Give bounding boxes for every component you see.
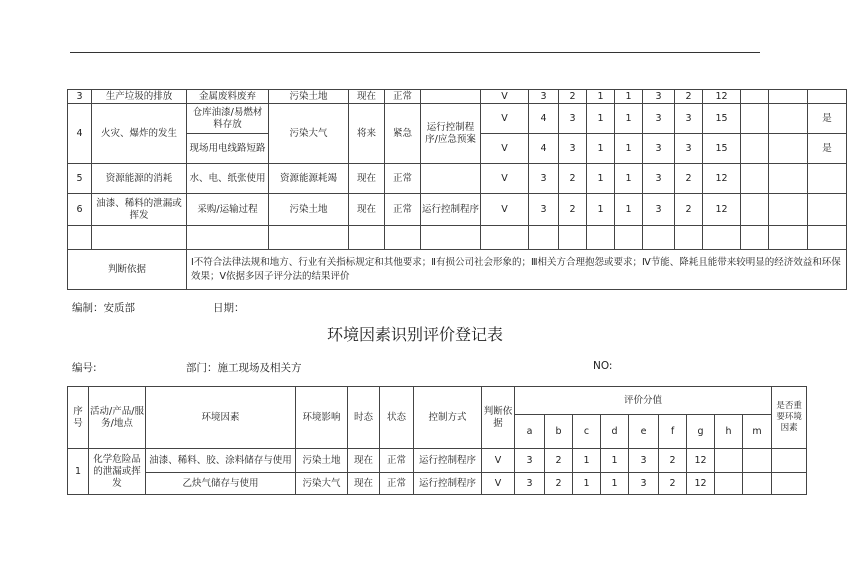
cell-important: 是 bbox=[808, 104, 847, 134]
cell-score: 2 bbox=[559, 194, 587, 226]
header-basis: 判断依据 bbox=[482, 387, 515, 449]
cell-tense: 现在 bbox=[348, 473, 380, 495]
cell-empty bbox=[769, 134, 808, 164]
header-important: 是否重要环境因素 bbox=[772, 387, 807, 449]
cell-impact: 污染土地 bbox=[269, 90, 349, 104]
cell-important bbox=[808, 194, 847, 226]
table-row bbox=[68, 164, 847, 194]
cell-factor: 油漆、稀料、胶、涂料储存与使用 bbox=[146, 449, 296, 473]
table-row bbox=[68, 473, 807, 495]
header-score: 评价分值 bbox=[515, 387, 772, 415]
cell-empty bbox=[772, 449, 807, 473]
cell-score: 3 bbox=[559, 104, 587, 134]
cell-score: 3 bbox=[643, 194, 675, 226]
cell-state: 正常 bbox=[380, 449, 414, 473]
header-seq: 序号 bbox=[68, 387, 89, 449]
cell-score: 2 bbox=[675, 90, 703, 104]
cell-score: 1 bbox=[587, 164, 615, 194]
cell-empty bbox=[715, 473, 743, 495]
cell-empty bbox=[743, 473, 772, 495]
cell-score: 1 bbox=[573, 449, 601, 473]
cell-no: 6 bbox=[68, 194, 92, 226]
table-row bbox=[68, 194, 847, 226]
score-col-header: f bbox=[659, 415, 687, 449]
cell-tense: 现在 bbox=[348, 449, 380, 473]
cell-score: 3 bbox=[515, 473, 545, 495]
cell-control bbox=[421, 90, 481, 104]
evaluation-table-continued bbox=[67, 89, 847, 290]
score-col-header: h bbox=[715, 415, 743, 449]
cell-no: 4 bbox=[68, 104, 92, 164]
cell-impact: 污染大气 bbox=[269, 104, 349, 164]
table-row bbox=[68, 90, 847, 104]
score-col-header: e bbox=[629, 415, 659, 449]
cell-empty bbox=[741, 164, 769, 194]
cell-score: 2 bbox=[659, 449, 687, 473]
table-row bbox=[68, 104, 847, 134]
cell-empty bbox=[743, 449, 772, 473]
cell-no: 1 bbox=[68, 449, 89, 495]
cell-factor: 采购/运输过程 bbox=[187, 194, 269, 226]
header-state: 状态 bbox=[380, 387, 414, 449]
cell-score: 3 bbox=[529, 90, 559, 104]
cell-score: 1 bbox=[601, 449, 629, 473]
cell-score: 1 bbox=[601, 473, 629, 495]
score-col-header: d bbox=[601, 415, 629, 449]
cell-score: 1 bbox=[587, 90, 615, 104]
cell-score: 1 bbox=[615, 194, 643, 226]
cell-score: 2 bbox=[675, 194, 703, 226]
cell-empty bbox=[741, 90, 769, 104]
cell-empty bbox=[772, 473, 807, 495]
cell-score: 3 bbox=[643, 164, 675, 194]
cell-empty bbox=[769, 164, 808, 194]
cell-score: 4 bbox=[529, 104, 559, 134]
score-col-header: b bbox=[545, 415, 573, 449]
no-label: NO: bbox=[593, 360, 613, 372]
cell-activity: 火灾、爆炸的发生 bbox=[92, 104, 187, 164]
header-activity: 活动/产品/服务/地点 bbox=[89, 387, 146, 449]
cell-score: 3 bbox=[675, 104, 703, 134]
cell-factor: 水、电、纸张使用 bbox=[187, 164, 269, 194]
cell-control: 运行控制程序 bbox=[414, 473, 482, 495]
cell-score: 1 bbox=[615, 134, 643, 164]
cell-factor: 仓库油漆/易燃材料存放 bbox=[187, 104, 269, 134]
cell-state: 紧急 bbox=[385, 104, 421, 164]
cell-state: 正常 bbox=[385, 194, 421, 226]
cell-impact: 资源能源耗竭 bbox=[269, 164, 349, 194]
date-label: 日期： bbox=[213, 302, 245, 314]
cell-empty bbox=[741, 134, 769, 164]
cell-basis: V bbox=[481, 164, 529, 194]
cell-score: 3 bbox=[643, 90, 675, 104]
cell-score: 12 bbox=[687, 473, 715, 495]
cell-score: 4 bbox=[529, 134, 559, 164]
cell-score: 12 bbox=[703, 194, 741, 226]
cell-tense: 现在 bbox=[349, 90, 385, 104]
cell-impact: 污染大气 bbox=[296, 473, 348, 495]
score-col-header: g bbox=[687, 415, 715, 449]
cell-score: 15 bbox=[703, 104, 741, 134]
cell-score: 3 bbox=[515, 449, 545, 473]
score-col-header: m bbox=[743, 415, 772, 449]
table-row-empty bbox=[68, 226, 847, 250]
cell-score: 1 bbox=[573, 473, 601, 495]
cell-score: 1 bbox=[615, 164, 643, 194]
cell-score: 1 bbox=[615, 90, 643, 104]
cell-empty bbox=[769, 104, 808, 134]
cell-factor: 乙炔气储存与使用 bbox=[146, 473, 296, 495]
cell-control: 运行控制程序/应急预案 bbox=[421, 104, 481, 164]
cell-tense: 将来 bbox=[349, 104, 385, 164]
number-label: 编号: bbox=[72, 362, 97, 374]
cell-no: 5 bbox=[68, 164, 92, 194]
cell-activity: 化学危险品的泄漏或挥发 bbox=[89, 449, 146, 495]
cell-control: 运行控制程序 bbox=[421, 194, 481, 226]
cell-basis: V bbox=[482, 473, 515, 495]
cell-basis: V bbox=[481, 90, 529, 104]
cell-score: 12 bbox=[687, 449, 715, 473]
cell-score: 3 bbox=[529, 194, 559, 226]
header-control: 控制方式 bbox=[414, 387, 482, 449]
cell-basis: V bbox=[481, 134, 529, 164]
cell-score: 2 bbox=[559, 90, 587, 104]
cell-state: 正常 bbox=[380, 473, 414, 495]
cell-score: 2 bbox=[559, 164, 587, 194]
cell-score: 3 bbox=[629, 473, 659, 495]
cell-impact: 污染土地 bbox=[296, 449, 348, 473]
score-col-header: a bbox=[515, 415, 545, 449]
evaluation-table bbox=[67, 386, 807, 495]
cell-activity: 生产垃圾的排放 bbox=[92, 90, 187, 104]
cell-score: 1 bbox=[587, 194, 615, 226]
cell-activity: 油漆、稀料的泄漏或挥发 bbox=[92, 194, 187, 226]
cell-basis: V bbox=[481, 194, 529, 226]
page-title: 环境因素识别评价登记表 bbox=[326, 325, 503, 344]
cell-empty bbox=[769, 90, 808, 104]
cell-score: 1 bbox=[587, 104, 615, 134]
cell-factor: 金属废料废弃 bbox=[187, 90, 269, 104]
cell-empty bbox=[741, 104, 769, 134]
cell-state: 正常 bbox=[385, 164, 421, 194]
cell-score: 3 bbox=[559, 134, 587, 164]
cell-score: 2 bbox=[659, 473, 687, 495]
cell-score: 2 bbox=[675, 164, 703, 194]
criteria-label: 判断依据 bbox=[68, 250, 187, 290]
cell-empty bbox=[741, 194, 769, 226]
cell-score: 1 bbox=[615, 104, 643, 134]
cell-score: 12 bbox=[703, 164, 741, 194]
table-row bbox=[68, 449, 807, 473]
cell-tense: 现在 bbox=[349, 194, 385, 226]
cell-basis: V bbox=[481, 104, 529, 134]
cell-score: 3 bbox=[629, 449, 659, 473]
cell-score: 15 bbox=[703, 134, 741, 164]
cell-score: 3 bbox=[675, 134, 703, 164]
cell-empty bbox=[769, 194, 808, 226]
header-factor: 环境因素 bbox=[146, 387, 296, 449]
cell-control: 运行控制程序 bbox=[414, 449, 482, 473]
cell-no: 3 bbox=[68, 90, 92, 104]
score-col-header: c bbox=[573, 415, 601, 449]
cell-control bbox=[421, 164, 481, 194]
cell-empty bbox=[715, 449, 743, 473]
header-row bbox=[68, 387, 807, 415]
compiler-label: 编制：安质部 bbox=[72, 302, 135, 314]
cell-score: 2 bbox=[545, 449, 573, 473]
cell-score: 3 bbox=[529, 164, 559, 194]
cell-score: 2 bbox=[545, 473, 573, 495]
cell-score: 12 bbox=[703, 90, 741, 104]
cell-important bbox=[808, 90, 847, 104]
criteria-text: Ⅰ不符合法律法规和地方、行业有关指标规定和其他要求；Ⅱ有损公司社会形象的；Ⅲ相关方合理抱怨或要求；Ⅳ节能、降耗且能带来较明显的经济效益和环保效果；Ⅴ依据多因子评分法的结果评价 bbox=[187, 250, 847, 290]
cell-basis: V bbox=[482, 449, 515, 473]
cell-impact: 污染土地 bbox=[269, 194, 349, 226]
cell-activity: 资源能源的消耗 bbox=[92, 164, 187, 194]
cell-state: 正常 bbox=[385, 90, 421, 104]
cell-important bbox=[808, 164, 847, 194]
criteria-row bbox=[68, 250, 847, 290]
cell-score: 3 bbox=[643, 104, 675, 134]
header-impact: 环境影响 bbox=[296, 387, 348, 449]
top-rule bbox=[70, 52, 760, 53]
cell-score: 1 bbox=[587, 134, 615, 164]
cell-important: 是 bbox=[808, 134, 847, 164]
header-tense: 时态 bbox=[348, 387, 380, 449]
cell-score: 3 bbox=[643, 134, 675, 164]
cell-tense: 现在 bbox=[349, 164, 385, 194]
department-label: 部门：施工现场及相关方 bbox=[186, 362, 302, 374]
cell-factor: 现场用电线路短路 bbox=[187, 134, 269, 164]
